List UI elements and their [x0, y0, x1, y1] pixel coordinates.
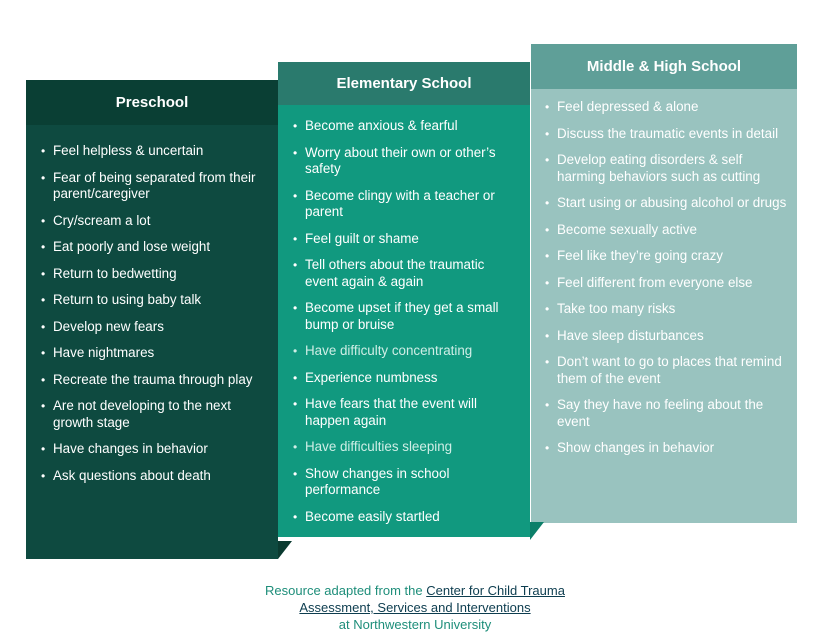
list-item: • Feel guilt or shame: [293, 231, 516, 248]
list-item: • Have fears that the event will happen again: [293, 396, 516, 429]
list-item: • Become easily startled: [293, 509, 516, 526]
preschool-list: [26, 125, 278, 484]
list-item: • Show changes in behavior: [545, 440, 787, 457]
list-item: • Feel depressed & alone: [545, 99, 787, 116]
list-item: • Have difficulties sleeping: [293, 439, 516, 456]
list-item: • Experience numbness: [293, 370, 516, 387]
list-item: • Discuss the traumatic events in detail: [545, 126, 787, 143]
list-item: • Show changes in school performance: [293, 466, 516, 499]
list-item: • Become upset if they get a small bump or bruise: [293, 300, 516, 333]
list-item: • Feel helpless & uncertain: [41, 143, 264, 160]
list-item: • Eat poorly and lose weight: [41, 239, 264, 256]
list-item: • Take too many risks: [545, 301, 787, 318]
list-item: • Have difficulty concentrating: [293, 343, 516, 360]
middle-high-panel: [531, 89, 797, 523]
preschool-panel: [26, 125, 278, 559]
credit-prefix: Resource adapted from the: [265, 583, 423, 598]
list-item: • Develop eating disorders & self harming behaviors such as cutting: [545, 152, 787, 185]
list-item: • Become clingy with a teacher or parent: [293, 188, 516, 221]
credit-suffix: at Northwestern University: [338, 617, 492, 632]
middle-high-list: [531, 89, 797, 457]
list-item: • Ask questions about death: [41, 468, 264, 485]
list-item: • Have nightmares: [41, 345, 264, 362]
list-item: • Return to using baby talk: [41, 292, 264, 309]
list-item: • Start using or abusing alcohol or drugs: [545, 195, 787, 212]
list-item: • Feel like they’re going crazy: [545, 248, 787, 265]
list-item: • Feel different from everyone else: [545, 275, 787, 292]
list-item: • Have changes in behavior: [41, 441, 264, 458]
elementary-list: [278, 105, 530, 525]
list-item: • Recreate the trauma through play: [41, 372, 264, 389]
fold-shadow: [530, 522, 544, 540]
elementary-title: Elementary School: [278, 62, 530, 105]
list-item: • Fear of being separated from their parent/caregiver: [41, 170, 264, 203]
list-item: • Return to bedwetting: [41, 266, 264, 283]
list-item: • Become sexually active: [545, 222, 787, 239]
credit-link-continued[interactable]: Assessment, Services and Interventions: [299, 600, 531, 615]
preschool-title: Preschool: [26, 80, 278, 125]
credit-link[interactable]: Center for Child Trauma: [426, 583, 565, 598]
list-item: • Have sleep disturbances: [545, 328, 787, 345]
list-item: • Say they have no feeling about the event: [545, 397, 787, 430]
credit-text: [0, 582, 830, 633]
elementary-panel: [278, 105, 530, 537]
list-item: • Become anxious & fearful: [293, 118, 516, 135]
fold-shadow: [278, 541, 292, 559]
list-item: • Develop new fears: [41, 319, 264, 336]
middle-high-title: Middle & High School: [531, 44, 797, 89]
list-item: • Are not developing to the next growth stage: [41, 398, 264, 431]
list-item: • Cry/scream a lot: [41, 213, 264, 230]
list-item: • Don’t want to go to places that remind them of the event: [545, 354, 787, 387]
list-item: • Tell others about the traumatic event again & again: [293, 257, 516, 290]
list-item: • Worry about their own or other’s safety: [293, 145, 516, 178]
